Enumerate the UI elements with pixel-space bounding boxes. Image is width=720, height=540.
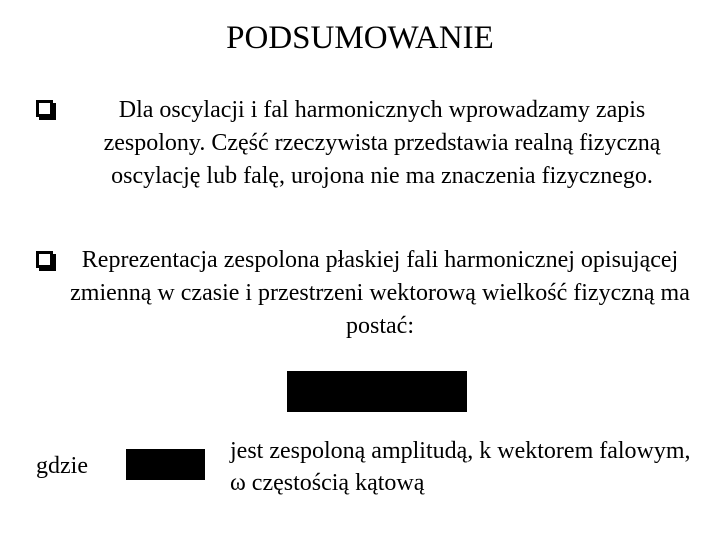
- slide-title: PODSUMOWANIE: [226, 20, 494, 56]
- bullet-text-plane-wave: Reprezentacja zespolona płaskiej fali harmonicznej opisującej zmienną w czasie i przestrzeni wektorową wielkość fizyczną ma postać:: [70, 247, 690, 339]
- redacted-amplitude-image: [126, 449, 205, 480]
- amplitude-description: jest zespoloną amplitudą, k wektorem falowym, ω częstością kątową: [230, 438, 691, 496]
- bullet-text-complex-notation: Dla oscylacji i fal harmonicznych wprowadzamy zapis zespolony. Część rzeczywista przedstawia realną fizyczną oscylację lub falę, urojona nie ma znaczenia fizycznego.: [103, 97, 661, 189]
- where-label: gdzie: [36, 453, 88, 479]
- hollow-square-bullet-icon: [36, 100, 53, 117]
- redacted-formula-image: [287, 371, 467, 412]
